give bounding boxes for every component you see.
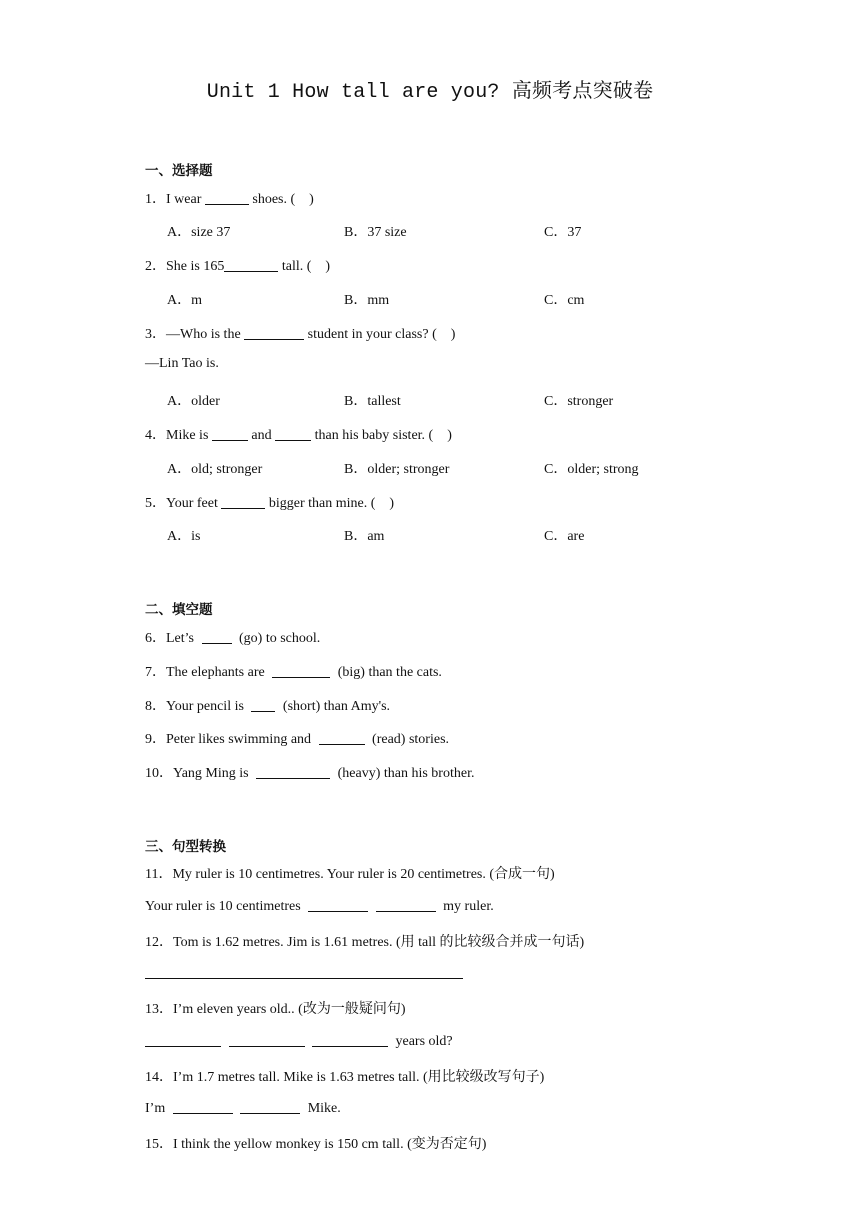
answer-blank[interactable] — [202, 629, 232, 644]
answer-blank[interactable] — [212, 426, 248, 441]
option-a[interactable]: A．is — [167, 529, 201, 544]
question-12 — [145, 931, 584, 951]
question-text: tall. ( ) — [281, 259, 331, 274]
question-text: Let’s — [166, 631, 194, 646]
answer-blank[interactable] — [244, 325, 304, 340]
answer-blank[interactable] — [224, 257, 278, 272]
question-number: 4． — [145, 428, 166, 443]
question-number: 1． — [145, 192, 166, 207]
answer-text: years old? — [395, 1034, 453, 1049]
question-11-answer — [145, 897, 494, 915]
question-text: student in your class? ( ) — [307, 327, 456, 342]
option-b[interactable]: B．tallest — [344, 394, 401, 409]
question-text: I wear — [166, 192, 202, 207]
question-text: I’m eleven years old.. (改为一般疑问句) — [173, 1002, 406, 1017]
question-text: I think the yellow monkey is 150 cm tall. (变为否定句) — [173, 1137, 487, 1152]
question-13 — [145, 998, 406, 1018]
question-14 — [145, 1066, 544, 1086]
question-text: The elephants are — [166, 665, 265, 680]
section-heading-transform: 三、句型转换 — [145, 839, 226, 855]
question-number: 7． — [145, 665, 166, 680]
answer-blank[interactable] — [319, 730, 365, 745]
question-text: and — [251, 428, 272, 443]
answer-line[interactable] — [145, 977, 463, 979]
question-9 — [145, 728, 449, 748]
question-text: Your pencil is — [166, 699, 244, 714]
question-4 — [145, 424, 452, 444]
question-6 — [145, 627, 320, 647]
option-c[interactable]: C．37 — [544, 225, 582, 240]
question-number: 10． — [145, 766, 173, 781]
question-15 — [145, 1133, 486, 1153]
answer-blank[interactable] — [272, 663, 330, 678]
question-text: I’m 1.7 metres tall. Mike is 1.63 metres tall. (用比较级改写句子) — [173, 1070, 545, 1085]
answer-blank[interactable] — [205, 190, 249, 205]
question-text: Your feet — [166, 496, 218, 511]
question-1 — [145, 188, 314, 208]
option-a[interactable]: A．size 37 — [167, 225, 231, 240]
answer-text: I’m — [145, 1101, 166, 1116]
question-3-reply: —Lin Tao is. — [145, 356, 219, 371]
question-11 — [145, 863, 555, 883]
question-text: Peter likes swimming and — [166, 732, 312, 747]
question-text: (go) to school. — [239, 631, 321, 646]
question-text: (read) stories. — [372, 732, 450, 747]
question-5 — [145, 492, 394, 512]
question-text: (heavy) than his brother. — [337, 766, 475, 781]
question-text: She is 165 — [166, 259, 225, 274]
option-a[interactable]: A．older — [167, 394, 220, 409]
question-text: bigger than mine. ( ) — [268, 496, 395, 511]
question-number: 14． — [145, 1070, 173, 1085]
question-number: 9． — [145, 732, 166, 747]
question-number: 6． — [145, 631, 166, 646]
question-3 — [145, 323, 455, 343]
question-text: —Who is the — [166, 327, 241, 342]
answer-text: Your ruler is 10 centimetres — [145, 899, 301, 914]
question-10 — [145, 762, 474, 782]
answer-blank[interactable] — [240, 1099, 300, 1114]
question-7 — [145, 661, 442, 681]
question-text: Tom is 1.62 metres. Jim is 1.61 metres. (用 tall 的比较级合并成一句话) — [173, 935, 585, 950]
answer-blank[interactable] — [173, 1099, 233, 1114]
question-number: 13． — [145, 1002, 173, 1017]
question-text: Yang Ming is — [173, 766, 249, 781]
question-text: Mike is — [166, 428, 209, 443]
answer-blank[interactable] — [312, 1032, 388, 1047]
answer-blank[interactable] — [256, 764, 330, 779]
answer-blank[interactable] — [229, 1032, 305, 1047]
question-14-answer — [145, 1099, 341, 1117]
answer-blank[interactable] — [251, 697, 275, 712]
answer-blank[interactable] — [376, 897, 436, 912]
question-8 — [145, 695, 390, 715]
question-number: 3． — [145, 327, 166, 342]
question-13-answer — [145, 1032, 453, 1050]
question-2 — [145, 255, 330, 275]
question-text: shoes. ( ) — [252, 192, 314, 207]
answer-blank[interactable] — [145, 1032, 221, 1047]
answer-text: my ruler. — [443, 899, 494, 914]
option-a[interactable]: A．old; stronger — [167, 462, 263, 477]
option-c[interactable]: C．cm — [544, 293, 585, 308]
question-number: 5． — [145, 496, 166, 511]
answer-text: Mike. — [307, 1101, 341, 1116]
option-c[interactable]: C．are — [544, 529, 585, 544]
option-b[interactable]: B．am — [344, 529, 385, 544]
question-number: 15． — [145, 1137, 173, 1152]
question-text: (big) than the cats. — [337, 665, 442, 680]
question-number: 11． — [145, 867, 173, 882]
option-c[interactable]: C．older; strong — [544, 462, 639, 477]
question-number: 12． — [145, 935, 173, 950]
page-title: Unit 1 How tall are you? 高频考点突破卷 — [206, 81, 654, 104]
option-a[interactable]: A．m — [167, 293, 202, 308]
question-number: 8． — [145, 699, 166, 714]
option-b[interactable]: B．mm — [344, 293, 390, 308]
question-text: My ruler is 10 centimetres. Your ruler is 20 centimetres. (合成一句) — [172, 867, 555, 882]
answer-blank[interactable] — [275, 426, 311, 441]
option-b[interactable]: B．37 size — [344, 225, 407, 240]
question-text: (short) than Amy's. — [282, 699, 391, 714]
option-b[interactable]: B．older; stronger — [344, 462, 450, 477]
question-number: 2． — [145, 259, 166, 274]
question-text: than his baby sister. ( ) — [314, 428, 452, 443]
answer-blank[interactable] — [308, 897, 368, 912]
section-heading-fill: 二、填空题 — [145, 602, 213, 618]
section-heading-choice: 一、选择题 — [145, 163, 213, 179]
option-c[interactable]: C．stronger — [544, 394, 614, 409]
answer-blank[interactable] — [221, 494, 265, 509]
